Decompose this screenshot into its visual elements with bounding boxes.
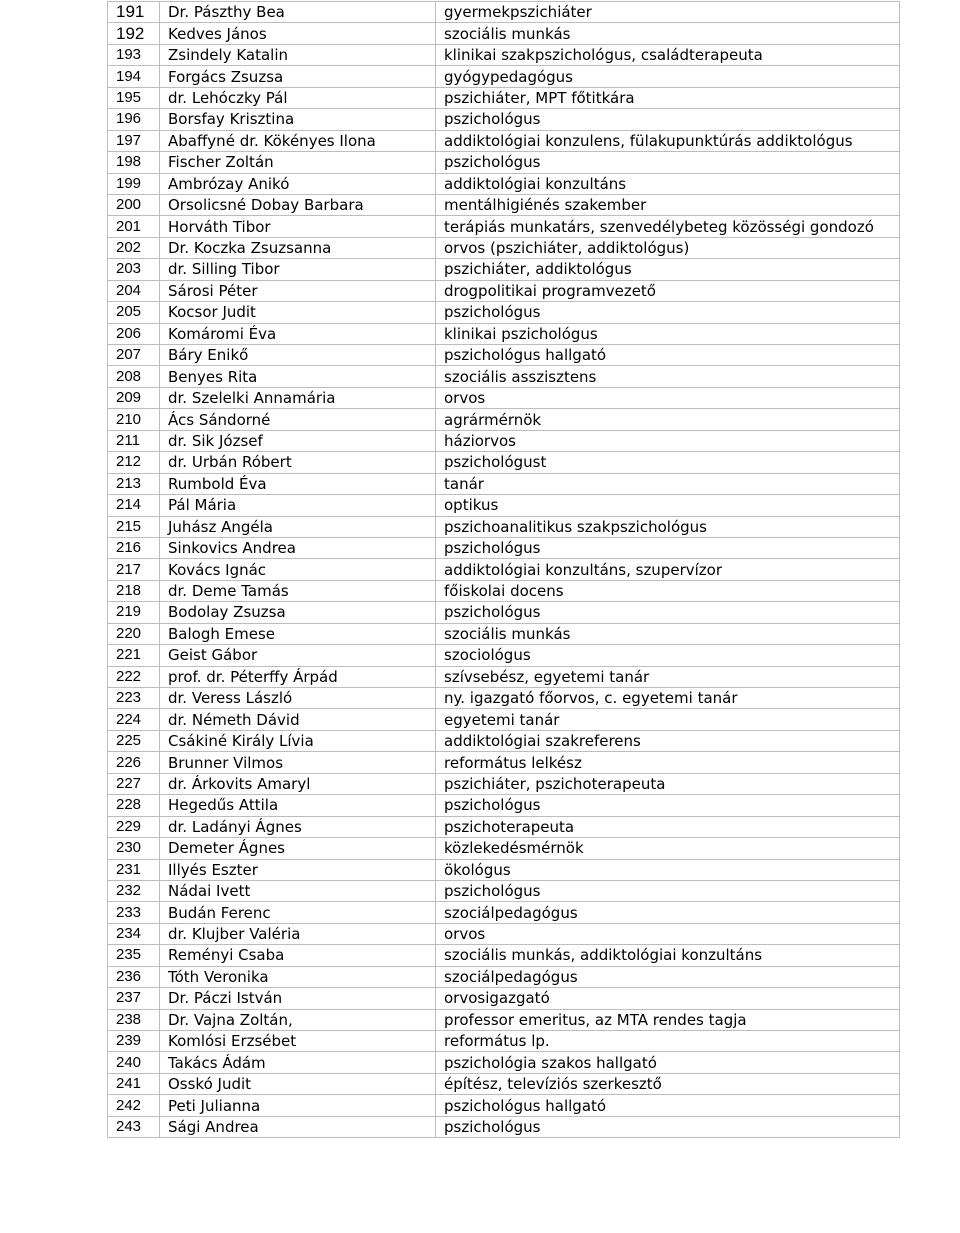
person-name: Ács Sándorné — [160, 409, 436, 430]
row-number: 201 — [108, 216, 160, 237]
person-profession: református lp. — [436, 1031, 900, 1052]
person-profession: tanár — [436, 473, 900, 494]
table-row — [108, 537, 900, 558]
person-profession: szociális munkás — [436, 623, 900, 644]
person-name: Hegedűs Attila — [160, 795, 436, 816]
person-profession: pszichológus — [436, 880, 900, 901]
table-row — [108, 688, 900, 709]
row-number: 194 — [108, 66, 160, 87]
row-number: 208 — [108, 366, 160, 387]
person-name: Bodolay Zsuzsa — [160, 602, 436, 623]
row-number: 238 — [108, 1009, 160, 1030]
person-name: Dr. Páczi István — [160, 988, 436, 1009]
person-profession: terápiás munkatárs, szenvedélybeteg közösségi gondozó — [436, 216, 900, 237]
person-name: Reményi Csaba — [160, 945, 436, 966]
table-row — [108, 430, 900, 451]
table-row — [108, 1073, 900, 1094]
row-number: 204 — [108, 280, 160, 301]
row-number: 200 — [108, 194, 160, 215]
row-number: 221 — [108, 645, 160, 666]
table-row — [108, 366, 900, 387]
person-name: dr. Árkovits Amaryl — [160, 773, 436, 794]
row-number: 216 — [108, 537, 160, 558]
table-row — [108, 237, 900, 258]
row-number: 198 — [108, 152, 160, 173]
table-row — [108, 1095, 900, 1116]
person-name: dr. Ladányi Ágnes — [160, 816, 436, 837]
person-profession: szociális munkás — [436, 23, 900, 44]
table-row — [108, 988, 900, 1009]
person-profession: főiskolai docens — [436, 580, 900, 601]
person-profession: addiktológiai konzultáns — [436, 173, 900, 194]
row-number: 203 — [108, 259, 160, 280]
person-name: Budán Ferenc — [160, 902, 436, 923]
row-number: 199 — [108, 173, 160, 194]
row-number: 234 — [108, 923, 160, 944]
table-row — [108, 795, 900, 816]
row-number: 241 — [108, 1073, 160, 1094]
table-row — [108, 23, 900, 44]
row-number: 225 — [108, 730, 160, 751]
table-row — [108, 130, 900, 151]
table-body — [108, 2, 900, 1138]
person-profession: pszichológus hallgató — [436, 345, 900, 366]
table-row — [108, 880, 900, 901]
person-profession: klinikai pszichológus — [436, 323, 900, 344]
person-name: Demeter Ágnes — [160, 838, 436, 859]
person-profession: szociálpedagógus — [436, 902, 900, 923]
table-row — [108, 302, 900, 323]
table-row — [108, 859, 900, 880]
person-profession: ökológus — [436, 859, 900, 880]
person-profession: pszichiáter, addiktológus — [436, 259, 900, 280]
row-number: 209 — [108, 387, 160, 408]
person-name: Kedves János — [160, 23, 436, 44]
row-number: 237 — [108, 988, 160, 1009]
row-number: 217 — [108, 559, 160, 580]
table-row — [108, 559, 900, 580]
person-name: Kocsor Judit — [160, 302, 436, 323]
person-name: Illyés Eszter — [160, 859, 436, 880]
person-profession: pszichológus — [436, 602, 900, 623]
person-profession: gyermekpszichiáter — [436, 2, 900, 23]
table-row — [108, 1116, 900, 1137]
person-name: Komlósi Erzsébet — [160, 1031, 436, 1052]
row-number: 219 — [108, 602, 160, 623]
row-number: 196 — [108, 109, 160, 130]
table-row — [108, 1031, 900, 1052]
person-profession: orvos (pszichiáter, addiktológus) — [436, 237, 900, 258]
row-number: 226 — [108, 752, 160, 773]
person-profession: addiktológiai szakreferens — [436, 730, 900, 751]
person-name: Tóth Veronika — [160, 966, 436, 987]
person-profession: pszichológia szakos hallgató — [436, 1052, 900, 1073]
person-profession: optikus — [436, 495, 900, 516]
row-number: 193 — [108, 44, 160, 65]
person-profession: pszichológus — [436, 302, 900, 323]
row-number: 222 — [108, 666, 160, 687]
person-name: Kovács Ignác — [160, 559, 436, 580]
table-row — [108, 259, 900, 280]
table-row — [108, 387, 900, 408]
person-profession: orvos — [436, 387, 900, 408]
person-profession: szociológus — [436, 645, 900, 666]
person-profession: gyógypedagógus — [436, 66, 900, 87]
person-name: Sárosi Péter — [160, 280, 436, 301]
row-number: 206 — [108, 323, 160, 344]
person-name: Borsfay Krisztina — [160, 109, 436, 130]
table-row — [108, 452, 900, 473]
person-profession: szívsebész, egyetemi tanár — [436, 666, 900, 687]
table-row — [108, 838, 900, 859]
row-number: 233 — [108, 902, 160, 923]
table-row — [108, 666, 900, 687]
person-profession: pszichológust — [436, 452, 900, 473]
person-name: Pál Mária — [160, 495, 436, 516]
person-name: Geist Gábor — [160, 645, 436, 666]
person-name: prof. dr. Péterffy Árpád — [160, 666, 436, 687]
person-name: dr. Klujber Valéria — [160, 923, 436, 944]
table-row — [108, 1052, 900, 1073]
person-profession: szociális asszisztens — [436, 366, 900, 387]
table-row — [108, 816, 900, 837]
row-number: 215 — [108, 516, 160, 537]
table-row — [108, 1009, 900, 1030]
person-profession: pszichológus — [436, 109, 900, 130]
person-name: Csákiné Király Lívia — [160, 730, 436, 751]
row-number: 191 — [108, 2, 160, 23]
table-row — [108, 473, 900, 494]
person-profession: orvos — [436, 923, 900, 944]
table-row — [108, 516, 900, 537]
person-profession: mentálhigiénés szakember — [436, 194, 900, 215]
person-profession: pszichológus — [436, 537, 900, 558]
row-number: 236 — [108, 966, 160, 987]
person-name: Ambrózay Anikó — [160, 173, 436, 194]
person-profession: pszichológus — [436, 1116, 900, 1137]
row-number: 229 — [108, 816, 160, 837]
person-name: Brunner Vilmos — [160, 752, 436, 773]
person-name: dr. Szelelki Annamária — [160, 387, 436, 408]
row-number: 235 — [108, 945, 160, 966]
person-profession: agrármérnök — [436, 409, 900, 430]
person-profession: addiktológiai konzulens, fülakupunktúrás addiktológus — [436, 130, 900, 151]
table-row — [108, 966, 900, 987]
row-number: 242 — [108, 1095, 160, 1116]
table-row — [108, 730, 900, 751]
row-number: 205 — [108, 302, 160, 323]
table-row — [108, 773, 900, 794]
person-name: Forgács Zsuzsa — [160, 66, 436, 87]
row-number: 220 — [108, 623, 160, 644]
table-row — [108, 623, 900, 644]
person-profession: orvosigazgató — [436, 988, 900, 1009]
table-row — [108, 580, 900, 601]
person-name: Abaffyné dr. Kökényes Ilona — [160, 130, 436, 151]
table-row — [108, 345, 900, 366]
person-name: Takács Ádám — [160, 1052, 436, 1073]
person-profession: pszichológus — [436, 152, 900, 173]
person-profession: háziorvos — [436, 430, 900, 451]
row-number: 224 — [108, 709, 160, 730]
person-profession: szociális munkás, addiktológiai konzultáns — [436, 945, 900, 966]
row-number: 195 — [108, 87, 160, 108]
person-name: Rumbold Éva — [160, 473, 436, 494]
row-number: 207 — [108, 345, 160, 366]
table-row — [108, 323, 900, 344]
row-number: 218 — [108, 580, 160, 601]
person-name: Dr. Koczka Zsuzsanna — [160, 237, 436, 258]
person-profession: pszichiáter, pszichoterapeuta — [436, 773, 900, 794]
person-name: Báry Enikő — [160, 345, 436, 366]
row-number: 239 — [108, 1031, 160, 1052]
person-name: dr. Veress László — [160, 688, 436, 709]
person-profession: református lelkész — [436, 752, 900, 773]
row-number: 243 — [108, 1116, 160, 1137]
table-row — [108, 602, 900, 623]
row-number: 214 — [108, 495, 160, 516]
row-number: 231 — [108, 859, 160, 880]
person-name: dr. Deme Tamás — [160, 580, 436, 601]
person-name: dr. Urbán Róbert — [160, 452, 436, 473]
table-row — [108, 752, 900, 773]
table-row — [108, 945, 900, 966]
table-row — [108, 44, 900, 65]
person-name: dr. Lehóczky Pál — [160, 87, 436, 108]
table-row — [108, 923, 900, 944]
person-profession: klinikai szakpszichológus, családterapeuta — [436, 44, 900, 65]
table-row — [108, 152, 900, 173]
person-name: Osskó Judit — [160, 1073, 436, 1094]
document-page — [107, 1, 899, 1138]
person-profession: szociálpedagógus — [436, 966, 900, 987]
person-name: Juhász Angéla — [160, 516, 436, 537]
table-row — [108, 409, 900, 430]
person-name: Dr. Pászthy Bea — [160, 2, 436, 23]
row-number: 197 — [108, 130, 160, 151]
person-name: Fischer Zoltán — [160, 152, 436, 173]
row-number: 212 — [108, 452, 160, 473]
person-name: dr. Silling Tibor — [160, 259, 436, 280]
person-name: dr. Sik József — [160, 430, 436, 451]
person-profession: közlekedésmérnök — [436, 838, 900, 859]
row-number: 213 — [108, 473, 160, 494]
table-row — [108, 173, 900, 194]
person-profession: pszichológus hallgató — [436, 1095, 900, 1116]
person-name: Dr. Vajna Zoltán, — [160, 1009, 436, 1030]
table-row — [108, 902, 900, 923]
table-row — [108, 280, 900, 301]
row-number: 228 — [108, 795, 160, 816]
person-profession: professor emeritus, az MTA rendes tagja — [436, 1009, 900, 1030]
table-row — [108, 66, 900, 87]
person-name: Zsindely Katalin — [160, 44, 436, 65]
row-number: 230 — [108, 838, 160, 859]
row-number: 211 — [108, 430, 160, 451]
person-name: Orsolicsné Dobay Barbara — [160, 194, 436, 215]
person-name: Peti Julianna — [160, 1095, 436, 1116]
row-number: 210 — [108, 409, 160, 430]
person-profession: pszichoanalitikus szakpszichológus — [436, 516, 900, 537]
person-name: Nádai Ivett — [160, 880, 436, 901]
person-name: Balogh Emese — [160, 623, 436, 644]
person-profession: drogpolitikai programvezető — [436, 280, 900, 301]
table-row — [108, 495, 900, 516]
table-row — [108, 194, 900, 215]
row-number: 202 — [108, 237, 160, 258]
person-profession: addiktológiai konzultáns, szupervízor — [436, 559, 900, 580]
person-name: Sági Andrea — [160, 1116, 436, 1137]
row-number: 240 — [108, 1052, 160, 1073]
person-profession: pszichiáter, MPT főtitkára — [436, 87, 900, 108]
person-profession: ny. igazgató főorvos, c. egyetemi tanár — [436, 688, 900, 709]
signatories-table — [107, 1, 900, 1138]
table-row — [108, 709, 900, 730]
table-row — [108, 645, 900, 666]
person-name: Sinkovics Andrea — [160, 537, 436, 558]
row-number: 232 — [108, 880, 160, 901]
person-name: Komáromi Éva — [160, 323, 436, 344]
row-number: 227 — [108, 773, 160, 794]
person-name: dr. Németh Dávid — [160, 709, 436, 730]
person-name: Horváth Tibor — [160, 216, 436, 237]
table-row — [108, 87, 900, 108]
row-number: 223 — [108, 688, 160, 709]
person-name: Benyes Rita — [160, 366, 436, 387]
person-profession: építész, televíziós szerkesztő — [436, 1073, 900, 1094]
person-profession: egyetemi tanár — [436, 709, 900, 730]
row-number: 192 — [108, 23, 160, 44]
person-profession: pszichológus — [436, 795, 900, 816]
table-row — [108, 2, 900, 23]
table-row — [108, 216, 900, 237]
table-row — [108, 109, 900, 130]
person-profession: pszichoterapeuta — [436, 816, 900, 837]
